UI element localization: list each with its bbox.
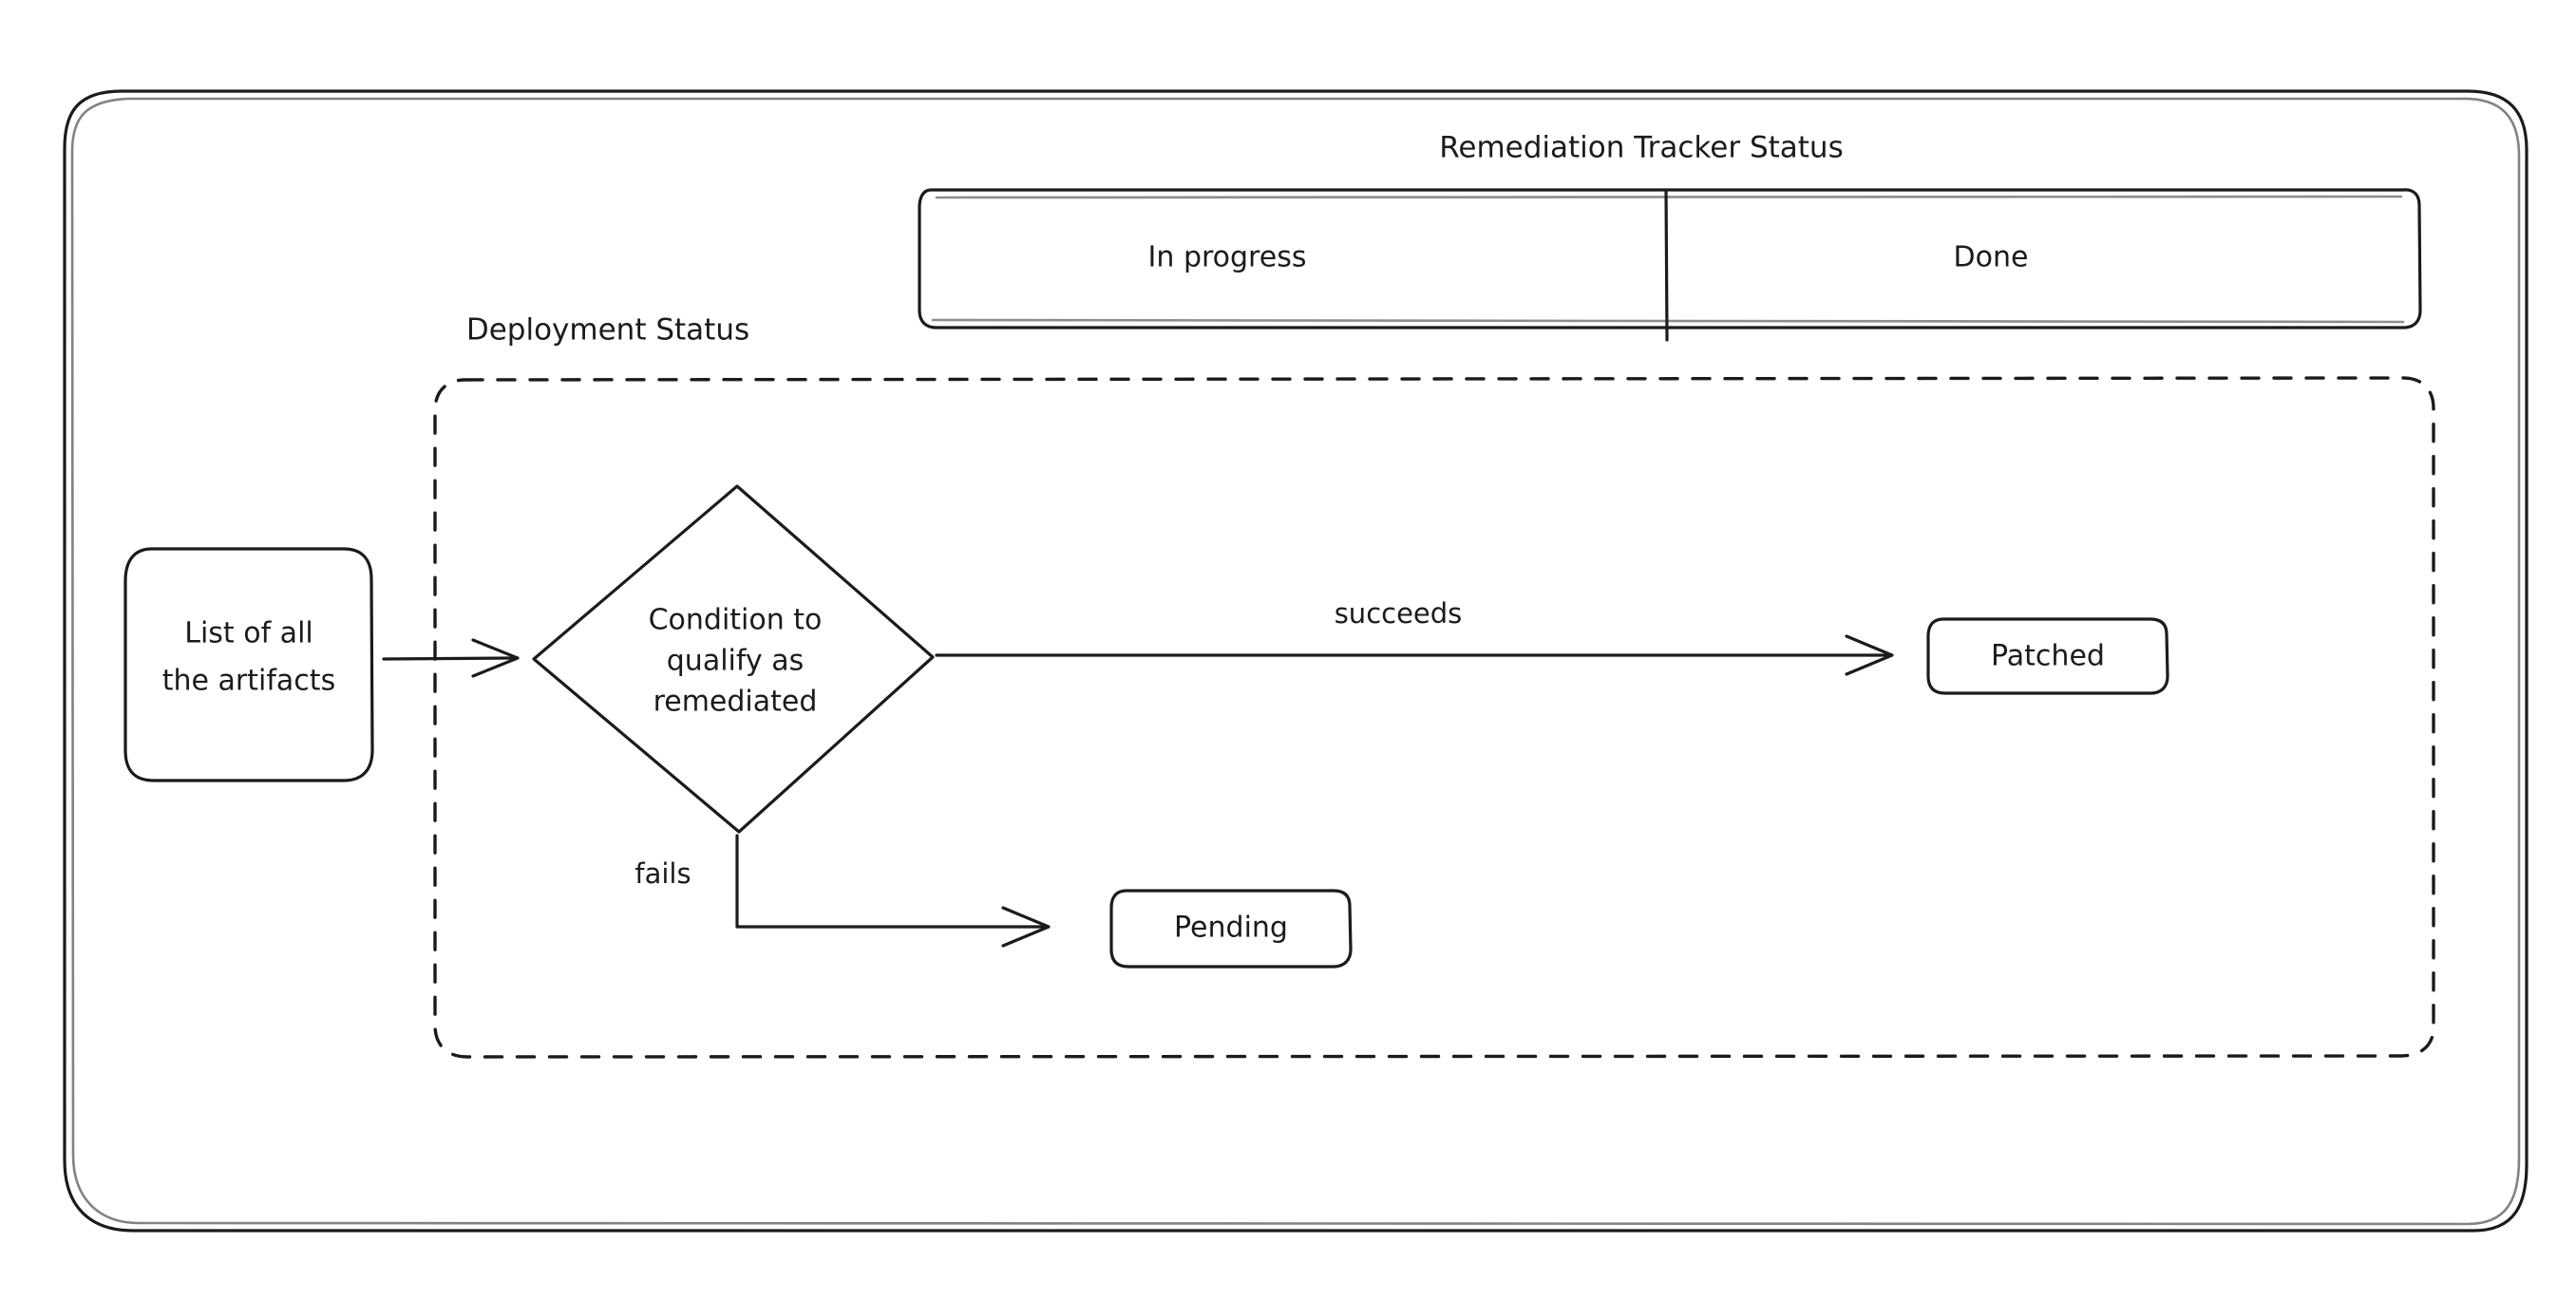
- node-artifacts-label-line-1: List of all: [184, 616, 313, 650]
- tracker-cell-done-label: Done: [1953, 240, 2029, 274]
- node-condition-decision[interactable]: [534, 486, 933, 832]
- deployment-group-title: Deployment Status: [465, 312, 750, 348]
- edge-condition-to-pending: [635, 836, 1049, 946]
- node-pending-label: Pending: [1174, 911, 1288, 945]
- tracker-cell-in-progress-label: In progress: [1147, 240, 1307, 274]
- node-pending[interactable]: [1111, 891, 1351, 967]
- edge-condition-to-patched: [937, 597, 1892, 674]
- edge-artifacts-to-condition: [384, 640, 518, 676]
- edge-label-succeeds: succeeds: [1334, 597, 1463, 630]
- node-condition-label-line-1: Condition to: [648, 603, 823, 637]
- node-condition-label-line-2: qualify as: [666, 644, 805, 678]
- node-patched-label: Patched: [1991, 639, 2105, 673]
- node-condition-label-line-3: remediated: [653, 685, 818, 719]
- node-artifacts[interactable]: [125, 549, 372, 781]
- tracker-bar: [919, 190, 2420, 340]
- node-artifacts-label-line-2: the artifacts: [161, 664, 336, 698]
- node-patched[interactable]: [1928, 619, 2168, 693]
- tracker-title: Remediation Tracker Status: [1439, 130, 1844, 165]
- edge-label-fails: fails: [635, 857, 691, 890]
